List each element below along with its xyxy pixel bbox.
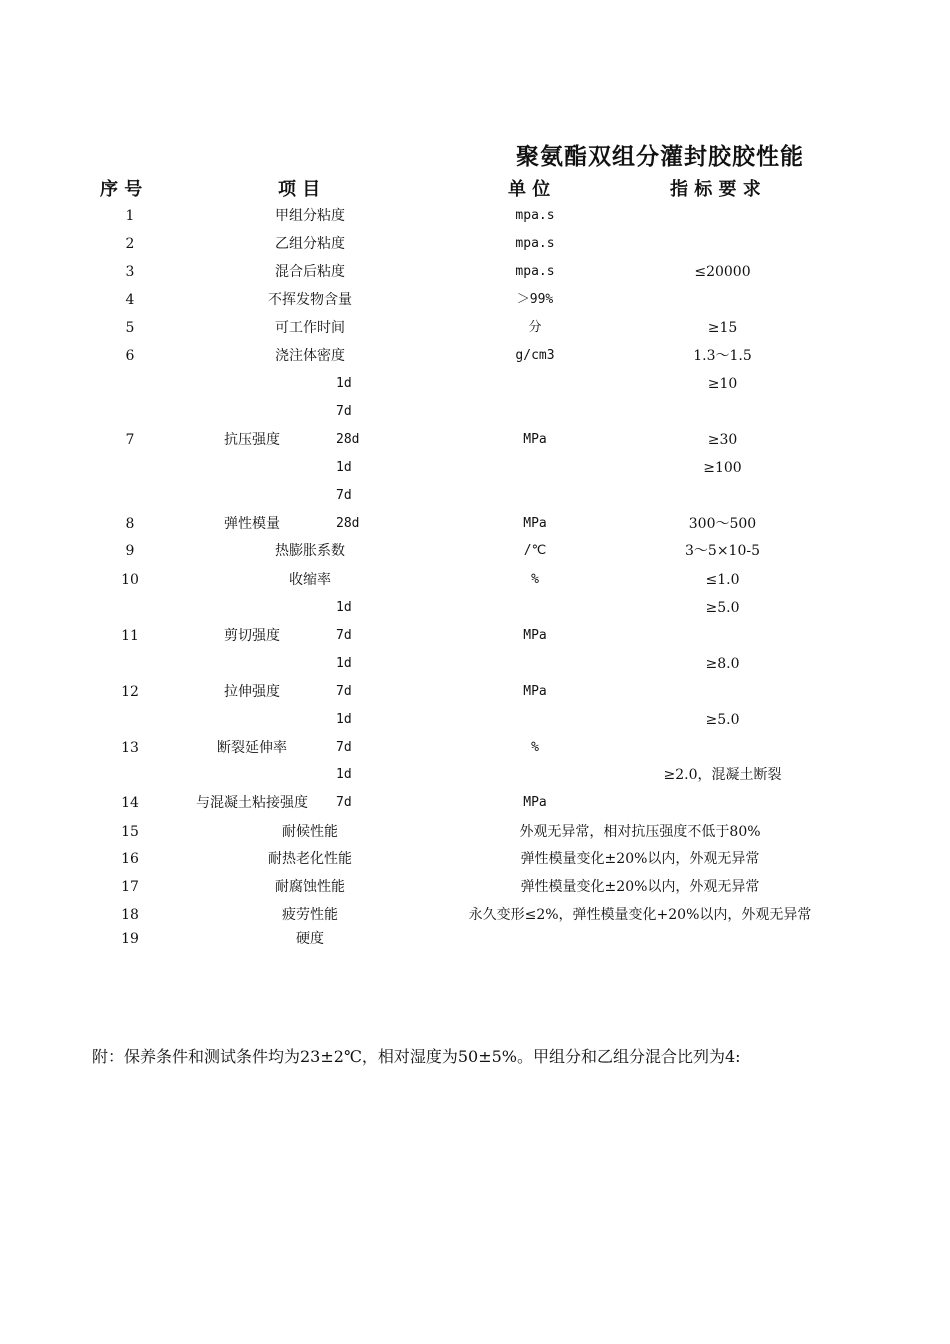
row-unit: mpa.s [515,236,555,251]
row-number: 3 [125,264,135,280]
row-unit: mpa.s [515,264,555,279]
row-requirement: 弹性模量变化±20%以内，外观无异常 [520,851,760,867]
row-number: 15 [121,824,139,840]
row-number: 8 [125,516,135,532]
row-item: 抗压强度 [224,432,280,448]
row-item: 耐腐蚀性能 [275,879,345,895]
row-age: 7d [336,795,352,810]
table-row [0,234,950,258]
row-age: 1d [336,600,352,615]
row-requirement: 永久变形≤2%，弹性模量变化+20%以内，外观无异常 [468,907,812,923]
row-unit: g/cm3 [515,348,555,363]
row-requirement: 3～5×10-5 [685,543,760,559]
row-age: 7d [336,488,352,503]
row-requirement: ≤20000 [694,264,751,280]
table-row [0,541,950,565]
footnote: 附：保养条件和测试条件均为23±2℃，相对湿度为50±5%。甲组分和乙组分混合比列为4: [92,1047,741,1066]
page-title: 聚氨酯双组分灌封胶胶性能 [516,143,804,170]
table-row [0,458,950,482]
row-unit: MPa [523,432,547,447]
table-row [0,929,950,953]
row-item: 混合后粘度 [275,264,345,280]
row-requirement: ≥10 [707,376,738,392]
row-item: 拉伸强度 [224,684,280,700]
row-age: 7d [336,684,352,699]
row-requirement: ≥2.0，混凝土断裂 [663,767,782,783]
row-number: 19 [121,931,139,947]
row-item: 甲组分粘度 [275,208,345,224]
row-number: 10 [121,572,139,588]
table-row [0,570,950,594]
table-row [0,654,950,678]
row-item: 热膨胀系数 [275,543,345,559]
row-age: 1d [336,656,352,671]
row-item: 疲劳性能 [282,907,338,923]
header-unit: 单 位 [508,179,551,200]
row-requirement: 外观无异常，相对抗压强度不低于80% [519,824,761,840]
header-no: 序 号 [100,179,143,200]
row-requirement: 1.3～1.5 [693,348,752,364]
row-requirement: ≥30 [707,432,738,448]
table-row [0,402,950,426]
row-item: 与混凝土粘接强度 [196,795,308,811]
row-item: 乙组分粘度 [275,236,345,252]
row-number: 11 [121,628,139,644]
row-age: 28d [336,432,360,447]
row-unit: MPa [523,684,547,699]
row-unit: MPa [523,516,547,531]
row-age: 1d [336,460,352,475]
table-row [0,682,950,706]
row-requirement: 弹性模量变化±20%以内，外观无异常 [520,879,760,895]
row-number: 14 [121,795,139,811]
table-row [0,430,950,454]
row-unit: mpa.s [515,208,555,223]
table-row [0,346,950,370]
row-item: 浇注体密度 [275,348,345,364]
row-age: 28d [336,516,360,531]
row-number: 9 [125,543,135,559]
row-number: 16 [121,851,139,867]
table-row [0,262,950,286]
row-item: 收缩率 [289,572,331,588]
row-age: 7d [336,404,352,419]
row-age: 1d [336,376,352,391]
row-age: 1d [336,767,352,782]
row-number: 12 [121,684,139,700]
table-row [0,765,950,789]
row-age: 1d [336,712,352,727]
row-requirement: ≤1.0 [705,572,740,588]
row-number: 17 [121,879,139,895]
row-requirement: ≥5.0 [705,600,740,616]
row-age: 7d [336,628,352,643]
row-number: 1 [125,208,135,224]
row-unit: % [531,740,539,755]
row-unit: % [531,572,539,587]
row-number: 13 [121,740,139,756]
row-item: 弹性模量 [224,516,280,532]
table-row [0,486,950,510]
table-row [0,290,950,314]
row-requirement: ≥8.0 [705,656,740,672]
row-number: 18 [121,907,139,923]
row-item: 剪切强度 [224,628,280,644]
table-row [0,822,950,846]
table-row [0,206,950,230]
row-unit: 分 [528,320,542,335]
row-number: 2 [125,236,135,252]
row-number: 7 [125,432,135,448]
row-number: 4 [125,292,135,308]
row-unit: MPa [523,795,547,810]
row-requirement: ≥15 [707,320,738,336]
row-requirement: ≥100 [703,460,742,476]
table-row [0,710,950,734]
table-row [0,598,950,622]
row-number: 5 [125,320,135,336]
row-item: 硬度 [296,931,324,947]
row-item: 不挥发物含量 [268,292,352,308]
row-number: 6 [125,348,135,364]
table-row [0,877,950,901]
row-requirement: 300～500 [688,516,757,532]
table-row [0,905,950,929]
row-item: 断裂延伸率 [217,740,287,756]
table-row [0,849,950,873]
row-unit: MPa [523,628,547,643]
row-item: 耐热老化性能 [268,851,352,867]
row-unit: /℃ [523,543,547,558]
row-item: 耐候性能 [282,824,338,840]
row-requirement: ≥5.0 [705,712,740,728]
row-item: 可工作时间 [275,320,345,336]
table-row [0,514,950,538]
row-age: 7d [336,740,352,755]
table-row [0,738,950,762]
table-row [0,374,950,398]
table-row [0,793,950,817]
table-row [0,318,950,342]
header-requirement: 指 标 要 求 [670,179,761,200]
row-unit: ＞99% [516,292,554,307]
header-item: 项 目 [278,179,321,200]
table-row [0,626,950,650]
